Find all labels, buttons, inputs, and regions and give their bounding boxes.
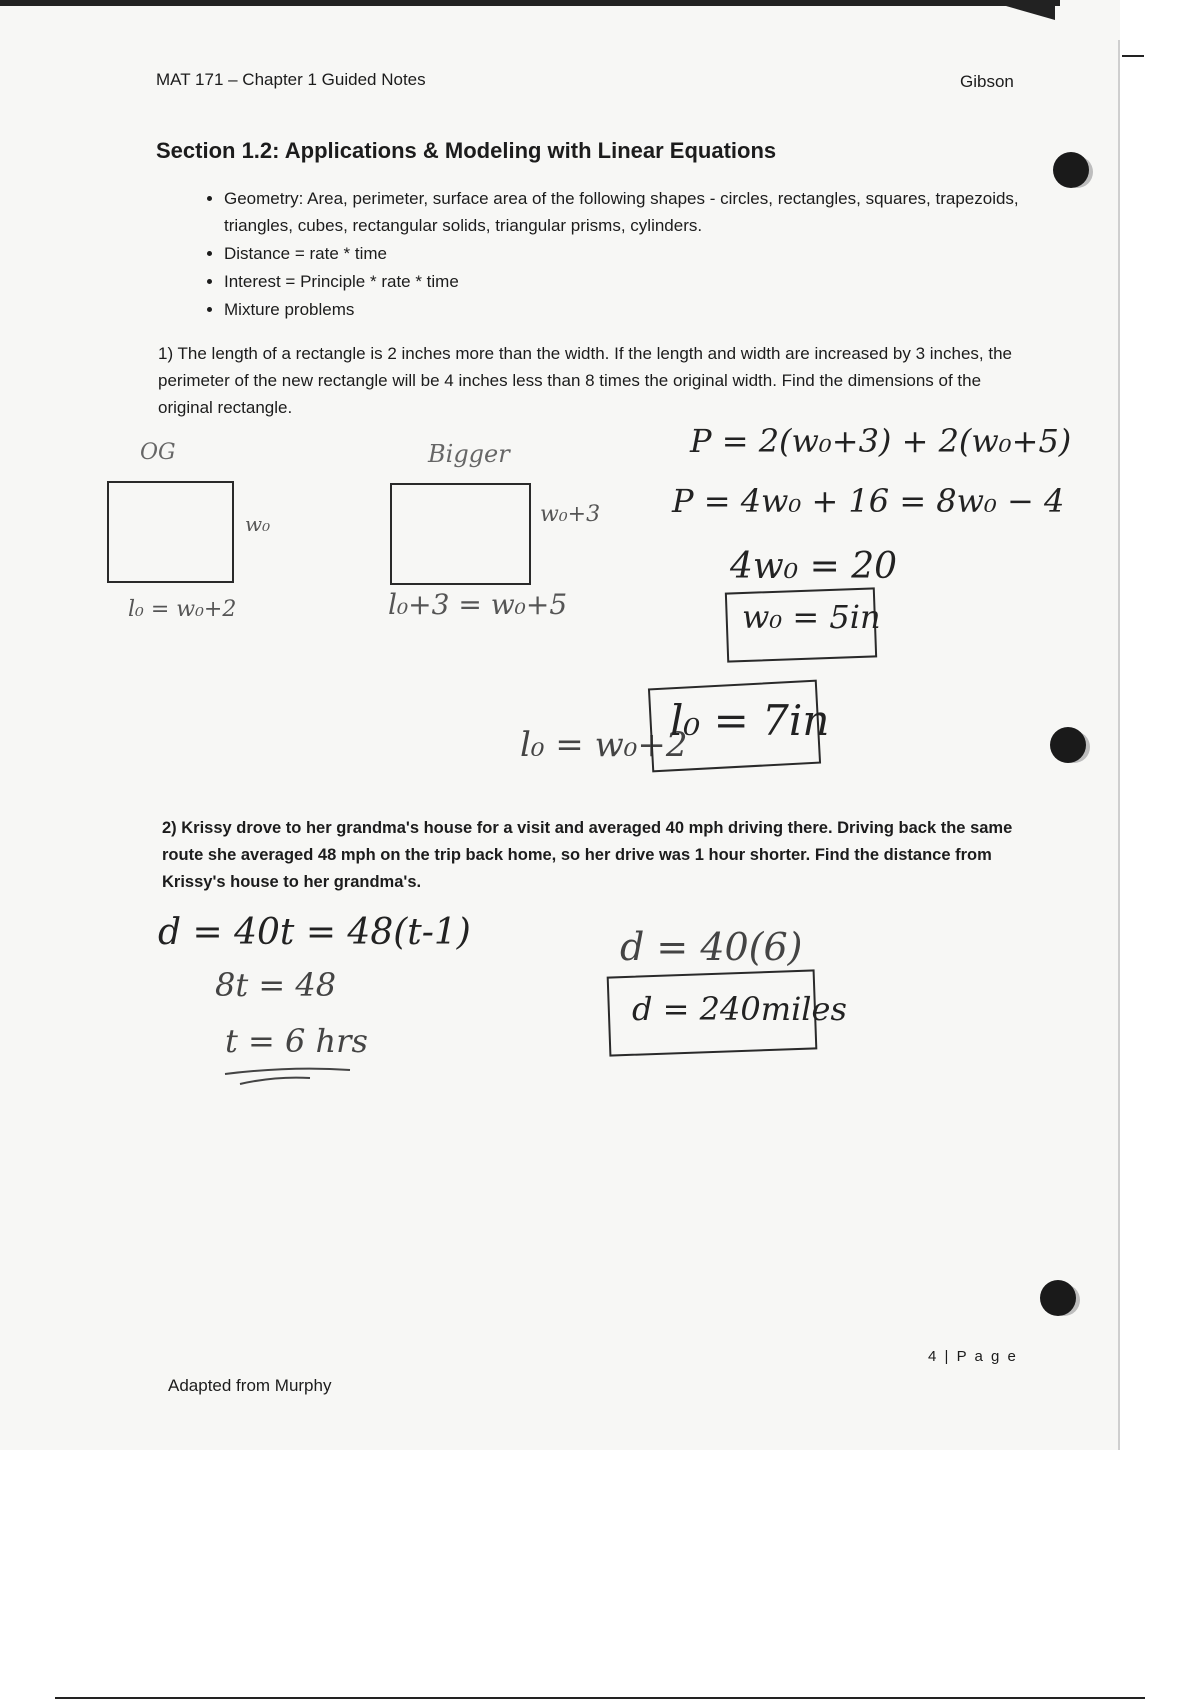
answer-width: w₀ = 5in — [742, 598, 881, 636]
equation-perimeter: P = 2(w₀+3) + 2(w₀+5) — [690, 422, 1072, 460]
binder-hole-icon — [1050, 727, 1086, 763]
binder-hole-icon — [1053, 152, 1089, 188]
problem-1-text: 1) The length of a rectangle is 2 inches more than the width. If the length and width are increased by 3 inches, the perimeter of the new rectangle will be 4 inches less than 8 times the original width. Find the dimensions of the original rectangle. — [158, 344, 1012, 417]
equation-perimeter-simplified: P = 4w₀ + 16 = 8w₀ − 4 — [672, 482, 1065, 520]
equation-length: l₀ = w₀+2 — [520, 725, 688, 765]
original-rectangle — [107, 481, 234, 583]
og-width-label: w₀ — [245, 512, 271, 536]
og-label: OG — [140, 440, 176, 465]
og-length-label: l₀ = w₀+2 — [128, 597, 237, 622]
binder-hole-icon — [1040, 1280, 1076, 1316]
bigger-length-label: l₀+3 = w₀+5 — [388, 588, 568, 621]
section-title: Section 1.2: Applications & Modeling with Linear Equations — [156, 138, 777, 163]
time-equation: 8t = 48 — [215, 966, 337, 1004]
distance-substitution: d = 40(6) — [620, 925, 803, 969]
time-answer: t = 6 hrs — [225, 1022, 368, 1060]
bigger-label: Bigger — [428, 440, 510, 468]
footer-credit: Adapted from Murphy — [168, 1376, 332, 1395]
page-number: 4 | P a g e — [928, 1348, 1018, 1365]
problem-2-text: 2) Krissy drove to her grandma's house for a visit and averaged 40 mph driving there. Driving back the same route she averaged 48 mph on the trip back home, so her drive was 1 hour shorter. Find the distance from Krissy's house to her grandma's. — [162, 819, 1013, 891]
header-author: Gibson — [960, 72, 1014, 91]
scan-edge-mark — [1122, 55, 1144, 57]
list-item: • Mixture problems — [224, 296, 1054, 323]
scan-corner-shadow — [985, 0, 1055, 20]
distance-equation: d = 40t = 48(t-1) — [158, 912, 471, 953]
equation-solve-width: 4w₀ = 20 — [730, 546, 898, 587]
scan-right-edge — [1118, 40, 1120, 1450]
list-item: • Geometry: Area, perimeter, surface area of the following shapes - circles, rectangles, squares, trapezoids, triangles, cubes, rectangular solids, triangular prisms, cylinders. — [224, 185, 1054, 239]
topic-list — [200, 185, 1054, 324]
scan-top-edge — [0, 0, 1060, 6]
scan-bottom-edge — [55, 1697, 1145, 1699]
underline-scribble — [220, 1062, 360, 1092]
header-course: MAT 171 – Chapter 1 Guided Notes — [156, 70, 426, 89]
list-item: • Distance = rate * time — [224, 240, 1054, 267]
bigger-rectangle — [390, 483, 531, 585]
bigger-width-label: w₀+3 — [540, 502, 601, 527]
answer-length: l₀ = 7in — [670, 696, 830, 745]
list-item: • Interest = Principle * rate * time — [224, 268, 1054, 295]
answer-distance: d = 240miles — [632, 990, 847, 1028]
